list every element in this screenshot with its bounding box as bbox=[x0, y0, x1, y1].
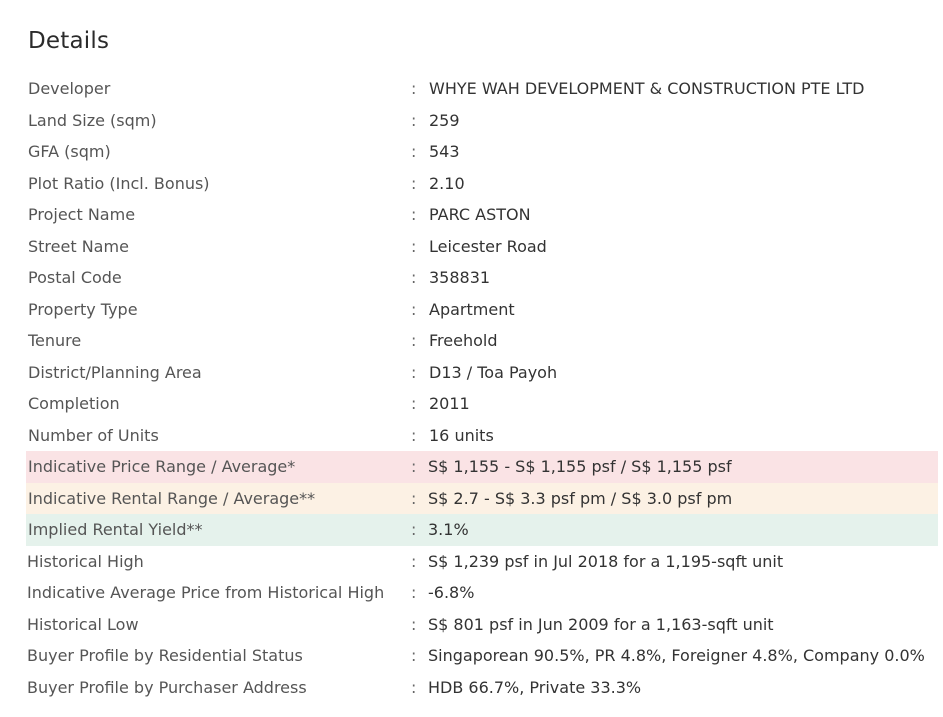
row-label: Property Type bbox=[28, 299, 138, 319]
row-label: Tenure bbox=[28, 331, 82, 351]
row-separator: : bbox=[411, 299, 417, 319]
row-value: Singaporean 90.5%, PR 4.8%, Foreigner 4.8%, Company 0.0% bbox=[428, 646, 925, 666]
row-label: Postal Code bbox=[28, 268, 122, 288]
row-value: 16 units bbox=[429, 425, 494, 445]
row-avg-from-high bbox=[0, 577, 943, 609]
row-label: Historical Low bbox=[27, 614, 139, 634]
row-label: Indicative Price Range / Average* bbox=[28, 457, 296, 477]
row-label: Plot Ratio (Incl. Bonus) bbox=[28, 173, 210, 193]
row-gfa bbox=[0, 136, 943, 168]
row-value: Leicester Road bbox=[429, 236, 547, 256]
row-value: S$ 2.7 - S$ 3.3 psf pm / S$ 3.0 psf pm bbox=[428, 488, 733, 508]
row-separator: : bbox=[411, 236, 417, 256]
row-label: Street Name bbox=[28, 236, 129, 256]
row-buyer-residential bbox=[0, 640, 943, 672]
row-indicative-price bbox=[26, 451, 938, 483]
row-number-of-units bbox=[0, 420, 943, 452]
row-label: Implied Rental Yield** bbox=[28, 520, 203, 540]
row-value: 3.1% bbox=[428, 520, 469, 540]
row-value: Freehold bbox=[429, 331, 498, 351]
row-label: Indicative Rental Range / Average** bbox=[28, 488, 316, 508]
row-label: Indicative Average Price from Historical High bbox=[27, 583, 385, 603]
row-historical-low bbox=[0, 609, 943, 641]
row-indicative-rental bbox=[26, 483, 938, 515]
row-separator: : bbox=[411, 268, 417, 288]
row-label: Project Name bbox=[28, 205, 136, 225]
row-value: Apartment bbox=[429, 299, 515, 319]
row-district bbox=[0, 357, 943, 389]
row-plot-ratio bbox=[0, 168, 943, 200]
row-historical-high bbox=[0, 546, 943, 578]
row-label: GFA (sqm) bbox=[28, 142, 111, 162]
section-title: Details bbox=[28, 28, 110, 54]
row-separator: : bbox=[411, 362, 417, 382]
row-separator: : bbox=[411, 173, 417, 193]
row-value: 543 bbox=[429, 142, 460, 162]
row-separator: : bbox=[411, 520, 417, 540]
row-value: 2.10 bbox=[429, 173, 465, 193]
row-developer bbox=[0, 73, 943, 105]
row-separator: : bbox=[411, 142, 417, 162]
row-separator: : bbox=[411, 394, 417, 414]
row-value: WHYE WAH DEVELOPMENT & CONSTRUCTION PTE LTD bbox=[429, 79, 865, 99]
row-separator: : bbox=[411, 488, 417, 508]
row-label: Historical High bbox=[27, 551, 144, 571]
row-completion bbox=[0, 388, 943, 420]
row-property-type bbox=[0, 294, 943, 326]
details-table bbox=[0, 73, 943, 703]
row-value: S$ 1,239 psf in Jul 2018 for a 1,195-sqft unit bbox=[428, 551, 784, 571]
row-value: D13 / Toa Payoh bbox=[429, 362, 558, 382]
row-buyer-address bbox=[0, 672, 943, 704]
row-value: HDB 66.7%, Private 33.3% bbox=[428, 677, 642, 697]
row-value: PARC ASTON bbox=[429, 205, 531, 225]
row-label: District/Planning Area bbox=[28, 362, 202, 382]
row-separator: : bbox=[411, 79, 417, 99]
row-label: Completion bbox=[28, 394, 120, 414]
row-value: S$ 801 psf in Jun 2009 for a 1,163-sqft unit bbox=[428, 614, 774, 634]
row-street-name bbox=[0, 231, 943, 263]
row-separator: : bbox=[411, 646, 417, 666]
row-separator: : bbox=[411, 457, 417, 477]
row-separator: : bbox=[411, 110, 417, 130]
row-separator: : bbox=[411, 205, 417, 225]
row-tenure bbox=[0, 325, 943, 357]
row-land-size bbox=[0, 105, 943, 137]
row-value: 259 bbox=[429, 110, 460, 130]
row-separator: : bbox=[411, 331, 417, 351]
row-rental-yield bbox=[26, 514, 938, 546]
row-separator: : bbox=[411, 614, 417, 634]
row-label: Buyer Profile by Residential Status bbox=[27, 646, 303, 666]
row-value: 358831 bbox=[429, 268, 491, 288]
row-postal-code bbox=[0, 262, 943, 294]
row-separator: : bbox=[411, 425, 417, 445]
row-separator: : bbox=[411, 551, 417, 571]
row-separator: : bbox=[411, 583, 417, 603]
row-label: Land Size (sqm) bbox=[28, 110, 157, 130]
row-project-name bbox=[0, 199, 943, 231]
row-separator: : bbox=[411, 677, 417, 697]
row-label: Buyer Profile by Purchaser Address bbox=[27, 677, 307, 697]
row-value: S$ 1,155 - S$ 1,155 psf / S$ 1,155 psf bbox=[428, 457, 732, 477]
row-label: Developer bbox=[28, 79, 111, 99]
row-value: 2011 bbox=[429, 394, 470, 414]
row-label: Number of Units bbox=[28, 425, 159, 445]
row-value: -6.8% bbox=[428, 583, 475, 603]
